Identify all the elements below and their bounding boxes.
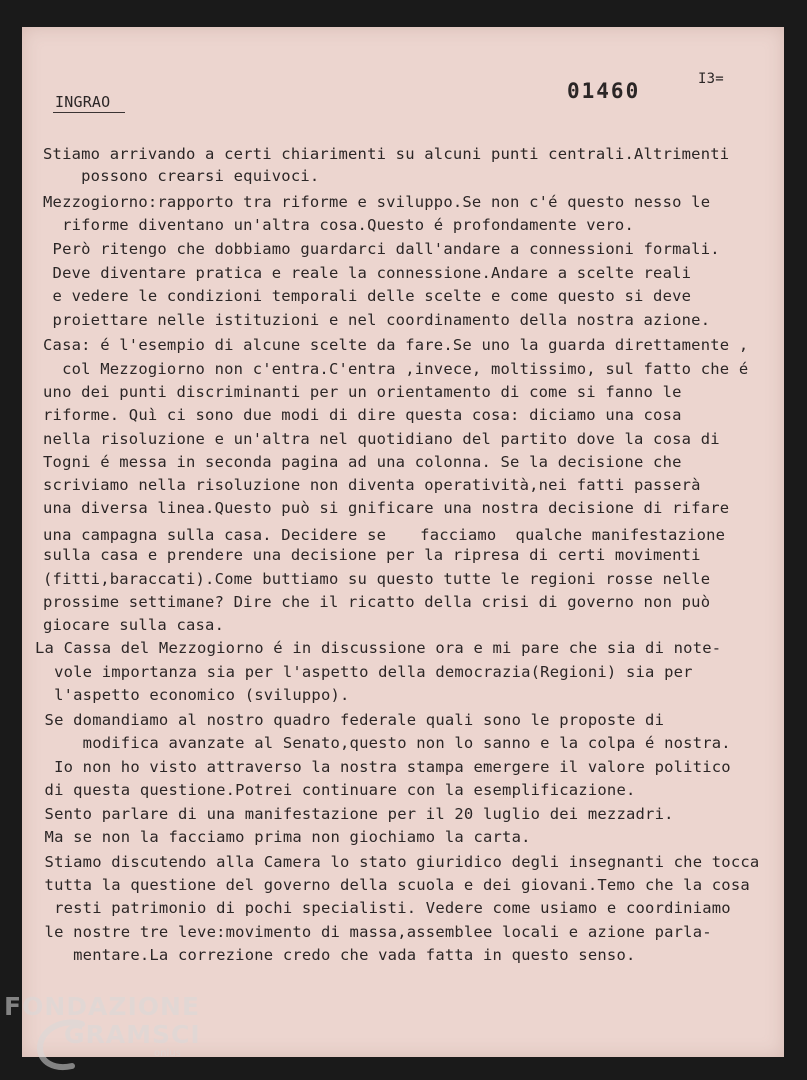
text-line: Sento parlare di una manifestazione per il 20 luglio dei mezzadri.: [35, 805, 674, 823]
text-line: tutta la questione del governo della scuola e dei giovani.Temo che la cosa: [35, 876, 750, 894]
text-line: vole importanza sia per l'aspetto della democrazia(Regioni) sia per: [35, 663, 693, 681]
text-line: proiettare nelle istituzioni e nel coordinamento della nostra azione.: [43, 311, 711, 329]
text-line: una campagna sulla casa. Decidere se ㅤ facciamo qualche manifestazione: [43, 526, 726, 544]
text-line: sulla casa e prendere una decisione per la ripresa di certi movimenti: [43, 546, 701, 564]
page-mark: I3=: [698, 71, 724, 87]
text-line: Se domandiamo al nostro quadro federale quali sono le proposte di: [35, 711, 665, 729]
text-line: (fitti,baraccati).Come buttiamo su questo tutte le regioni rosse nelle: [43, 570, 711, 588]
text-line: possono crearsi equivoci.: [43, 167, 320, 185]
text-line: Deve diventare pratica e reale la connessione.Andare a scelte reali: [43, 264, 692, 282]
text-line: e vedere le condizioni temporali delle scelte e come questo si deve: [43, 287, 692, 305]
text-line: una diversa linea.Questo può si gnificare una nostra decisione di rifare: [43, 499, 730, 517]
text-line: scriviamo nella risoluzione non diventa operatività,nei fatti passerà: [43, 476, 701, 494]
text-line: Io non ho visto attraverso la nostra stampa emergere il valore politico: [35, 758, 731, 776]
text-line: l'aspetto economico (sviluppo).: [35, 686, 350, 704]
text-line: modifica avanzate al Senato,questo non lo sanno e la colpa é nostra.: [35, 734, 731, 752]
text-line: riforme diventano un'altra cosa.Questo é profondamente vero.: [43, 216, 634, 234]
body-text: [22, 27, 784, 1057]
document-number: 01460: [567, 79, 641, 103]
text-line: La Cassa del Mezzogiorno é in discussione ora e mi pare che sia di note-: [35, 639, 722, 657]
text-line: giocare sulla casa.: [43, 616, 225, 634]
text-line: Però ritengo che dobbiamo guardarci dall'andare a connessioni formali.: [43, 240, 720, 258]
text-line: nella risoluzione e un'altra nel quotidiano del partito dove la cosa di: [43, 430, 720, 448]
text-line: Casa: é l'esempio di alcune scelte da fare.Se uno la guarda direttamente ,: [43, 336, 749, 354]
text-line: di questa questione.Potrei continuare con la esemplificazione.: [35, 781, 636, 799]
text-line: prossime settimane? Dire che il ricatto della crisi di governo non può: [43, 593, 711, 611]
text-line: Ma se non la facciamo prima non giochiamo la carta.: [35, 828, 531, 846]
text-line: uno dei punti discriminanti per un orientamento di come si fanno le: [43, 383, 682, 401]
text-line: Togni é messa in seconda pagina ad una colonna. Se la decisione che: [43, 453, 682, 471]
text-line: le nostre tre leve:movimento di massa,assemblee locali e azione parla-: [35, 923, 712, 941]
typewritten-page: [22, 27, 784, 1057]
text-line: col Mezzogiorno non c'entra.C'entra ,invece, moltissimo, sul fatto che é: [43, 360, 749, 378]
author-heading: INGRAO: [55, 93, 111, 111]
watermark-line3: onlus: [154, 1048, 181, 1059]
text-line: Mezzogiorno:rapporto tra riforme e sviluppo.Se non c'é questo nesso le: [43, 193, 711, 211]
watermark-line2: GRAMSCI: [64, 1020, 201, 1049]
watermark-line1: FONDAZIONE: [4, 992, 201, 1021]
text-line: mentare.La correzione credo che vada fatta in questo senso.: [35, 946, 636, 964]
fondazione-gramsci-watermark: [4, 992, 204, 1072]
text-line: Stiamo arrivando a certi chiarimenti su alcuni punti centrali.Altrimenti: [43, 145, 730, 163]
text-line: riforme. Quì ci sono due modi di dire questa cosa: diciamo una cosa: [43, 406, 682, 424]
text-line: resti patrimonio di pochi specialisti. Vedere come usiamo e coordiniamo: [35, 899, 731, 917]
text-line: Stiamo discutendo alla Camera lo stato giuridico degli insegnanti che tocca: [35, 853, 760, 871]
